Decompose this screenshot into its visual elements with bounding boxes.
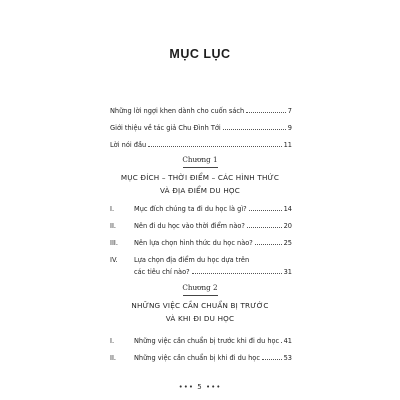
toc-entry [110,101,292,115]
toc-entry-number: I. [110,337,115,345]
dot-leader [249,209,282,211]
dot-leader [262,358,282,360]
page-title: MỤC LỤC [169,47,231,61]
toc-entry-page: 25 [283,239,292,247]
chapter-rule [183,167,218,168]
dot-leader [223,128,286,130]
toc-entry-page: 20 [283,222,292,230]
chapter-title-line: VÀ KHI ĐI DU HỌC [165,314,235,323]
chapter-title [0,299,400,325]
dot-leader [246,111,286,113]
toc-entry-number: II. [110,222,116,230]
chapter-rule [183,295,218,296]
toc-entry-text: Lựa chọn địa điểm du học dựa trên [134,256,250,264]
toc-entry [110,118,292,132]
toc-entry-page: 53 [283,354,292,362]
dot-leader [192,272,282,274]
toc-entry-text: Lời nói đầu [110,141,147,149]
toc-entry-text: Nên đi du học vào thời điểm nào? [134,222,245,230]
dot-leader [255,243,282,245]
toc-entry-continuation [134,262,292,276]
toc-entry-page: 14 [283,205,292,213]
toc-entry-text: Những việc cần chuẩn bị trước khi đi du học [134,337,280,345]
dot-leader [247,226,282,228]
chapter-title-line: MỤC ĐÍCH – THỜI ĐIỂM – CÁC HÌNH THỨC [120,173,280,182]
toc-entry-text: các tiêu chí nào? [134,268,190,276]
toc-entry-number: IV. [110,256,118,264]
toc-entry [110,233,292,247]
toc-entry-page: 31 [283,268,292,276]
dot-leader [148,145,281,147]
chapter-title [0,171,400,197]
toc-entry [110,348,292,362]
toc-entry [110,199,292,213]
page-number-ornament: ••• [178,383,195,391]
toc-entry-page: 7 [287,107,292,115]
toc-entry-text: Giới thiệu về tác giả Chu Đình Tới [110,124,221,132]
page-number [0,383,400,391]
chapter-label: Chương 2 [182,283,218,292]
toc-entry-text: Những việc cần chuẩn bị khi đi du học [134,354,260,362]
toc-entry-text: Mục đích chúng ta đi du học là gì? [134,205,247,213]
toc-entry [110,135,292,149]
toc-entry-page: 11 [283,141,292,149]
chapter-title-line: VÀ ĐỊA ĐIỂM DU HỌC [159,186,241,195]
chapter-label: Chương 1 [182,155,218,164]
chapter-title-line: NHỮNG VIỆC CẦN CHUẨN BỊ TRƯỚC [131,301,269,310]
toc-entry-page: 9 [287,124,292,132]
toc-entry [110,331,292,345]
toc-entry-number: I. [110,205,115,213]
toc-entry [110,216,292,230]
toc-entry-text: Nên lựa chọn hình thức du học nào? [134,239,253,247]
page-number-value: 5 [197,383,203,391]
toc-entry-number: II. [110,354,116,362]
toc-entry-page: 41 [283,337,292,345]
toc-entry-text: Những lời ngợi khen dành cho cuốn sách [110,107,245,115]
toc-entry-number: III. [110,239,118,247]
page-number-ornament: ••• [205,383,222,391]
